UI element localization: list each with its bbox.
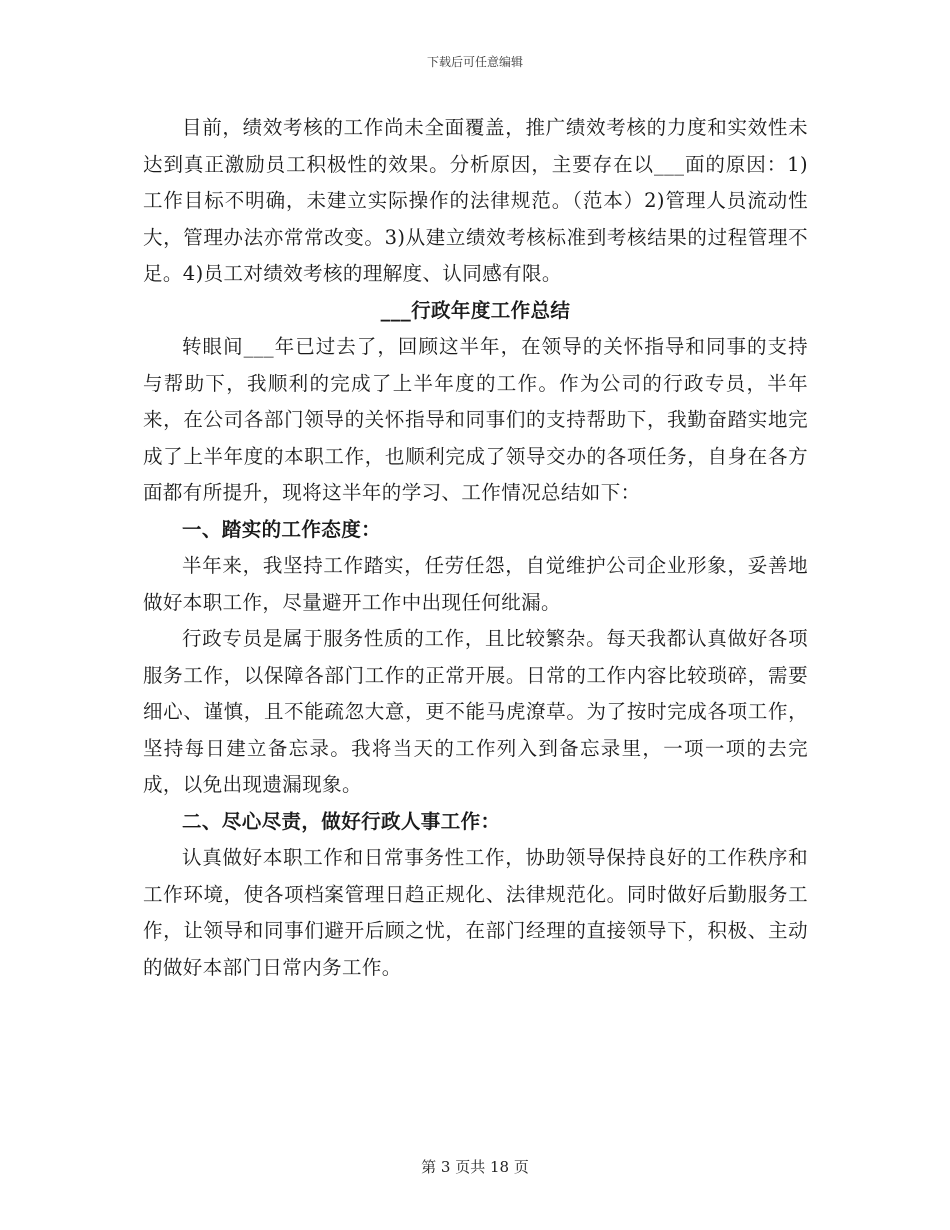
section-1-paragraph-1: 半年来，我坚持工作踏实，任劳任怨，自觉维护公司企业形象，妥善地做好本职工作，尽量避开工作中出现任何纰漏。 bbox=[143, 554, 808, 614]
section-heading-2: 二、尽心尽责，做好行政人事工作： bbox=[182, 809, 501, 833]
intro-paragraph: 目前，绩效考核的工作尚未全面覆盖，推广绩效考核的力度和实效性未达到真正激励员工积极性的效果。分析原因，主要存在以___面的原因：1)工作目标不明确，未建立实际操作的法律规范。（范本）2)管理人员流动性大，管理办法亦常常改变。3)从建立绩效考核标准到考核结果的过程管理不足。4)员工对绩效考核的理解度、认同感有限。 bbox=[143, 116, 808, 285]
opening-paragraph: 转眼间___年已过去了，回顾这半年，在领导的关怀指导和同事的支持与帮助下，我顺利的完成了上半年度的工作。作为公司的行政专员，半年来，在公司各部门领导的关怀指导和同事们的支持帮助下，我勤奋踏实地完成了上半年度的本职工作，也顺利完成了领导交办的各项任务，自身在各方面都有所提升，现将这半年的学习、工作情况总结如下： bbox=[143, 335, 808, 504]
document-body bbox=[143, 110, 808, 986]
page-number: 第 3 页共 18 页 bbox=[421, 1158, 529, 1176]
section-heading-1: 一、踏实的工作态度： bbox=[182, 517, 382, 541]
document-title: ___行政年度工作总结 bbox=[380, 298, 571, 322]
section-2-paragraph-1: 认真做好本职工作和日常事务性工作，协助领导保持良好的工作秩序和工作环境，使各项档案管理日趋正规化、法律规范化。同时做好后勤服务工作，让领导和同事们避开后顾之忧，在部门经理的直接领导下，积极、主动的做好本部门日常内务工作。 bbox=[143, 846, 808, 979]
section-1-paragraph-2: 行政专员是属于服务性质的工作，且比较繁杂。每天我都认真做好各项服务工作，以保障各部门工作的正常开展。日常的工作内容比较琐碎，需要细心、谨慎，且不能疏忽大意，更不能马虎潦草。为了按时完成各项工作，坚持每日建立备忘录。我将当天的工作列入到备忘录里，一项一项的去完成，以免出现遗漏现象。 bbox=[143, 627, 808, 796]
page-header: 下载后可任意编辑 bbox=[426, 55, 523, 69]
